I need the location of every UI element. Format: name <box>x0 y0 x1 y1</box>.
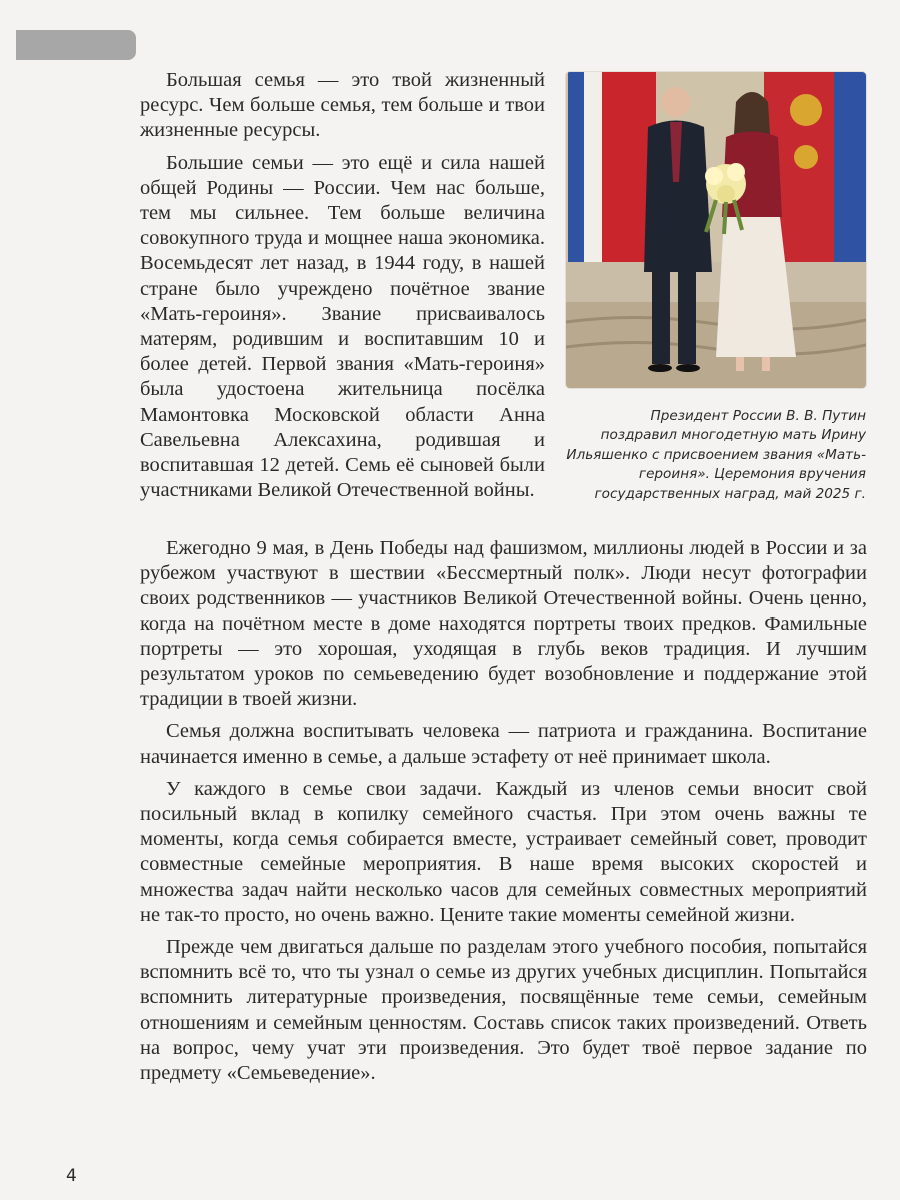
paragraph: Большие семьи — это ещё и сила нашей общей Родины — России. Чем нас больше, тем мы сильнее. Тем больше величина совокупного труда и мощнее наша экономика. Восемьдесят лет назад, в 1944 году, в нашей стране было учреждено почётное звание «Мать-героиня». Звание присваивалось матерям, родившим и воспитавшим 10 и более детей. Первой звания «Мать-героиня» была удостоена жительница посёлка Мамонтовка Московской области Анна Савельевна Алексахина, родившая и воспитавшая 12 детей. Семь её сыновей были участниками Великой Отечественной войны. <box>140 151 545 502</box>
paragraph: Ежегодно 9 мая, в День Победы над фашизмом, миллионы людей в России и за рубежом участвуют в шествии «Бессмертный полк». Люди несут фотографии своих родственников — участников Великой Отечественной войны. Очень ценно, когда на почётном месте в доме находятся портреты твоих предков. Фамильные портреты — это хорошая, уходящая в глубь веков традиция. И лучшим результатом уроков по семьеведению будет возобновление и поддержание этой традиции в твоей жизни. <box>140 537 867 711</box>
paragraph: Большая семья — это твой жизненный ресурс. Чем больше семья, тем больше и твои жизненные ресурсы. <box>140 69 545 142</box>
paragraph: Прежде чем двигаться дальше по разделам этого учебного пособия, попытайся вспомнить всё то, что ты узнал о семье из других учебных дисциплин. Попытайся вспомнить литературные произведения, посвящённые теме семьи, семейным отношениям и семейным ценностям. Составь список таких произведений. Ответь на вопрос, чему учат эти произведения. Это будет твоё первое задание по предмету «Семьеведение». <box>140 936 867 1085</box>
award-ceremony-photo <box>566 72 866 388</box>
intro-column <box>140 68 545 510</box>
page-tab-marker <box>16 30 136 60</box>
photo-caption: Президент России В. В. Путин поздравил многодетную мать Ирину Ильяшенко с присвоением звания «Мать-героиня». Церемония вручения государственных наград, май 2025 г. <box>566 408 866 502</box>
main-text <box>140 536 867 1093</box>
paragraph: Семья должна воспитывать человека — патриота и гражданина. Воспитание начинается именно в семье, а дальше эстафету от неё принимает школа. <box>140 720 867 768</box>
page-number: 4 <box>66 1166 77 1186</box>
award-ceremony-photo-icon <box>566 72 866 388</box>
paragraph: У каждого в семье свои задачи. Каждый из членов семьи вносит свой посильный вклад в копилку семейного счастья. При этом очень важны те моменты, когда семья собирается вместе, устраивает семейный совет, проводит совместные семейные мероприятия. В наше время высоких скоростей и множества задач найти несколько часов для семейных совместных мероприятий не так-то просто, но очень важно. Цените такие моменты семейной жизни. <box>140 777 867 926</box>
